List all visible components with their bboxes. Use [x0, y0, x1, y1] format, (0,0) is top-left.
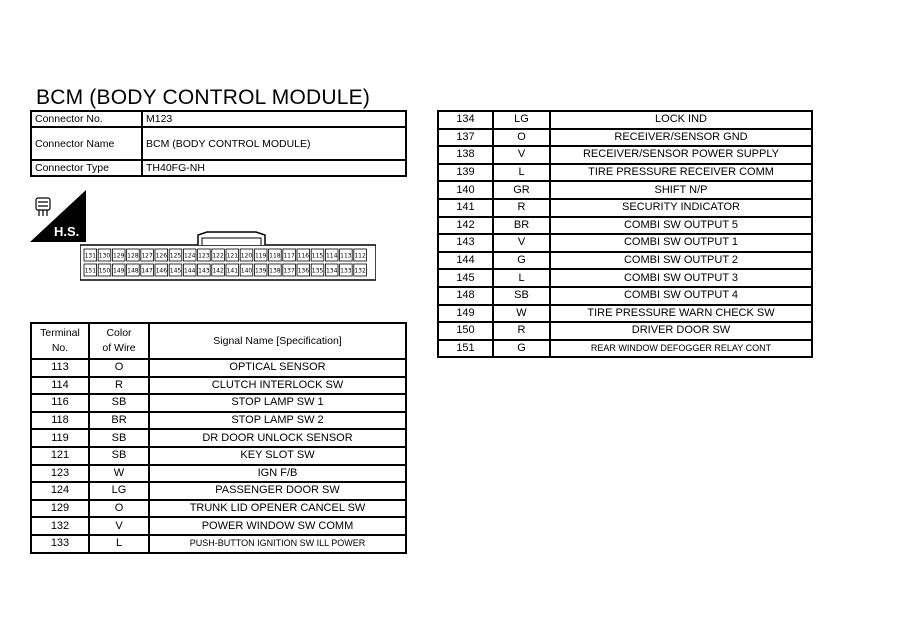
connector-pin-label: 130: [98, 252, 111, 260]
wire-color-cell: SB: [89, 429, 149, 447]
connector-pin-label: 141: [226, 267, 239, 275]
table-row: [438, 199, 812, 217]
connector-pin-label: 119: [254, 252, 267, 260]
connector-pin-label: 146: [155, 267, 168, 275]
table-row: [438, 181, 812, 199]
signal-name-cell: SECURITY INDICATOR: [550, 199, 812, 217]
connector-pin-label: 118: [269, 252, 281, 260]
signal-name-cell: TIRE PRESSURE WARN CHECK SW: [550, 305, 812, 323]
connector-pin-label: 149: [112, 267, 125, 275]
wire-color-cell: W: [89, 465, 149, 483]
signal-name-cell: COMBI SW OUTPUT 1: [550, 234, 812, 252]
wire-color-cell: R: [89, 377, 149, 395]
terminal-no-cell: 151: [438, 340, 493, 358]
table-row: [31, 517, 406, 535]
connector-pin-label: 135: [311, 267, 324, 275]
connector-pin-label: 126: [155, 252, 168, 260]
connector-pin-label: 112: [354, 252, 366, 260]
connector-pin-label: 113: [340, 252, 352, 260]
connector-pin-label: 132: [354, 267, 366, 275]
connector-pin-label: 144: [183, 267, 196, 275]
wire-color-cell: L: [493, 269, 550, 287]
wire-color-cell: SB: [89, 447, 149, 465]
wire-color-cell: W: [493, 305, 550, 323]
terminal-no-cell: 113: [31, 359, 89, 377]
terminal-no-cell: 140: [438, 181, 493, 199]
table-row: [31, 447, 406, 465]
signal-name-cell: OPTICAL SENSOR: [149, 359, 406, 377]
connector-name-value: BCM (BODY CONTROL MODULE): [142, 127, 406, 160]
signal-name-cell: STOP LAMP SW 2: [149, 412, 406, 430]
terminal-no-cell: 132: [31, 517, 89, 535]
terminal-no-cell: 139: [438, 164, 493, 182]
terminal-no-cell: 119: [31, 429, 89, 447]
signal-name-cell: REAR WINDOW DEFOGGER RELAY CONT: [550, 340, 812, 358]
signal-name-cell: RECEIVER/SENSOR POWER SUPPLY: [550, 146, 812, 164]
signal-name-cell: TIRE PRESSURE RECEIVER COMM: [550, 164, 812, 182]
wire-color-cell: BR: [89, 412, 149, 430]
hs-label: H.S.: [54, 224, 80, 239]
terminal-no-cell: 133: [31, 535, 89, 553]
terminal-no-header: Terminal No.: [31, 323, 89, 359]
signal-name-header: Signal Name [Specification]: [149, 323, 406, 359]
table-row: [31, 500, 406, 518]
page-title: BCM (BODY CONTROL MODULE): [36, 86, 371, 109]
wire-color-cell: G: [493, 252, 550, 270]
terminal-no-cell: 116: [31, 394, 89, 412]
wire-color-cell: V: [493, 234, 550, 252]
terminal-no-cell: 144: [438, 252, 493, 270]
table-row: [31, 359, 406, 377]
connector-pin-label: 125: [169, 252, 182, 260]
wire-color-cell: LG: [493, 111, 550, 129]
wire-color-cell: O: [89, 359, 149, 377]
table-row: [438, 322, 812, 340]
connector-pin-label: 116: [297, 252, 310, 260]
connector-pin-label: 123: [198, 252, 210, 260]
wire-color-header: Color of Wire: [89, 323, 149, 359]
connector-pin-label: 124: [183, 252, 196, 260]
signal-name-cell: COMBI SW OUTPUT 4: [550, 287, 812, 305]
signal-name-cell: POWER WINDOW SW COMM: [149, 517, 406, 535]
connector-pin-label: 143: [198, 267, 210, 275]
terminal-table-left: [30, 322, 407, 554]
connector-pin-label: 115: [311, 252, 324, 260]
table-row: [31, 377, 406, 395]
connector-pin-label: 148: [127, 267, 139, 275]
connector-pin-label: 136: [297, 267, 310, 275]
terminal-no-cell: 145: [438, 269, 493, 287]
table-row: [438, 111, 812, 129]
table-row: [438, 217, 812, 235]
connector-pin-label: 140: [240, 267, 253, 275]
connector-pin-label: 137: [283, 267, 295, 275]
terminal-no-cell: 141: [438, 199, 493, 217]
terminal-no-cell: 150: [438, 322, 493, 340]
table-row: [438, 234, 812, 252]
signal-name-cell: TRUNK LID OPENER CANCEL SW: [149, 500, 406, 518]
terminal-no-cell: 129: [31, 500, 89, 518]
signal-name-cell: RECEIVER/SENSOR GND: [550, 129, 812, 147]
terminal-no-cell: 142: [438, 217, 493, 235]
wire-color-cell: LG: [89, 482, 149, 500]
connector-pin-label: 145: [169, 267, 182, 275]
connector-pin-label: 138: [269, 267, 281, 275]
table-row: [31, 412, 406, 430]
terminal-no-cell: 138: [438, 146, 493, 164]
table-row: [438, 340, 812, 358]
terminal-no-cell: 118: [31, 412, 89, 430]
table-row: [31, 535, 406, 553]
connector-pin-label: 134: [325, 267, 338, 275]
wire-color-cell: L: [493, 164, 550, 182]
connector-pin-label: 117: [283, 252, 295, 260]
connector-pin-label: 147: [141, 267, 153, 275]
table-row: [438, 146, 812, 164]
connector-pin-label: 151: [84, 267, 97, 275]
terminal-no-cell: 121: [31, 447, 89, 465]
signal-name-cell: CLUTCH INTERLOCK SW: [149, 377, 406, 395]
table-row: [31, 465, 406, 483]
wire-color-cell: V: [89, 517, 149, 535]
table-row: [438, 287, 812, 305]
signal-name-cell: DRIVER DOOR SW: [550, 322, 812, 340]
signal-name-cell: DR DOOR UNLOCK SENSOR: [149, 429, 406, 447]
connector-pin-label: 127: [141, 252, 153, 260]
signal-name-cell: STOP LAMP SW 1: [149, 394, 406, 412]
connector-type-value: TH40FG-NH: [142, 160, 406, 176]
connector-face-diagram: [80, 230, 376, 282]
wire-color-cell: SB: [493, 287, 550, 305]
wire-color-cell: BR: [493, 217, 550, 235]
terminal-no-cell: 114: [31, 377, 89, 395]
terminal-no-cell: 143: [438, 234, 493, 252]
harness-side-icon: [30, 190, 86, 242]
connector-pin-label: 121: [226, 252, 239, 260]
signal-name-cell: PASSENGER DOOR SW: [149, 482, 406, 500]
connector-type-label: Connector Type: [31, 160, 142, 176]
connector-pin-label: 122: [212, 252, 224, 260]
wire-color-cell: G: [493, 340, 550, 358]
wire-color-cell: O: [89, 500, 149, 518]
connector-pin-label: 114: [325, 252, 338, 260]
table-row: [31, 394, 406, 412]
terminal-table-right: [437, 110, 813, 358]
table-row: [31, 482, 406, 500]
table-row: [438, 129, 812, 147]
terminal-no-cell: 149: [438, 305, 493, 323]
terminal-no-cell: 124: [31, 482, 89, 500]
table-row: [31, 429, 406, 447]
connector-no-label: Connector No.: [31, 111, 142, 127]
wire-color-cell: SB: [89, 394, 149, 412]
connector-pin-label: 139: [254, 267, 267, 275]
terminal-no-cell: 137: [438, 129, 493, 147]
terminal-no-cell: 148: [438, 287, 493, 305]
signal-name-cell: COMBI SW OUTPUT 2: [550, 252, 812, 270]
connector-pin-label: 131: [84, 252, 97, 260]
wire-color-cell: L: [89, 535, 149, 553]
table-row: [438, 164, 812, 182]
connector-info-table: [30, 110, 407, 177]
wire-color-cell: R: [493, 199, 550, 217]
terminal-no-cell: 134: [438, 111, 493, 129]
signal-name-cell: LOCK IND: [550, 111, 812, 129]
connector-no-value: M123: [142, 111, 406, 127]
signal-name-cell: IGN F/B: [149, 465, 406, 483]
signal-name-cell: COMBI SW OUTPUT 3: [550, 269, 812, 287]
connector-pin-label: 129: [112, 252, 125, 260]
signal-name-cell: PUSH-BUTTON IGNITION SW ILL POWER: [149, 535, 406, 553]
table-row: [438, 269, 812, 287]
signal-name-cell: COMBI SW OUTPUT 5: [550, 217, 812, 235]
table-row: [438, 252, 812, 270]
connector-pin-label: 120: [240, 252, 253, 260]
terminal-no-cell: 123: [31, 465, 89, 483]
connector-name-label: Connector Name: [31, 127, 142, 160]
wire-color-cell: R: [493, 322, 550, 340]
wire-color-cell: V: [493, 146, 550, 164]
wire-color-cell: GR: [493, 181, 550, 199]
signal-name-cell: KEY SLOT SW: [149, 447, 406, 465]
connector-pin-label: 128: [127, 252, 139, 260]
wire-color-cell: O: [493, 129, 550, 147]
connector-pin-label: 133: [340, 267, 352, 275]
connector-pin-label: 150: [98, 267, 111, 275]
table-row: [438, 305, 812, 323]
connector-pin-label: 142: [212, 267, 224, 275]
signal-name-cell: SHIFT N/P: [550, 181, 812, 199]
